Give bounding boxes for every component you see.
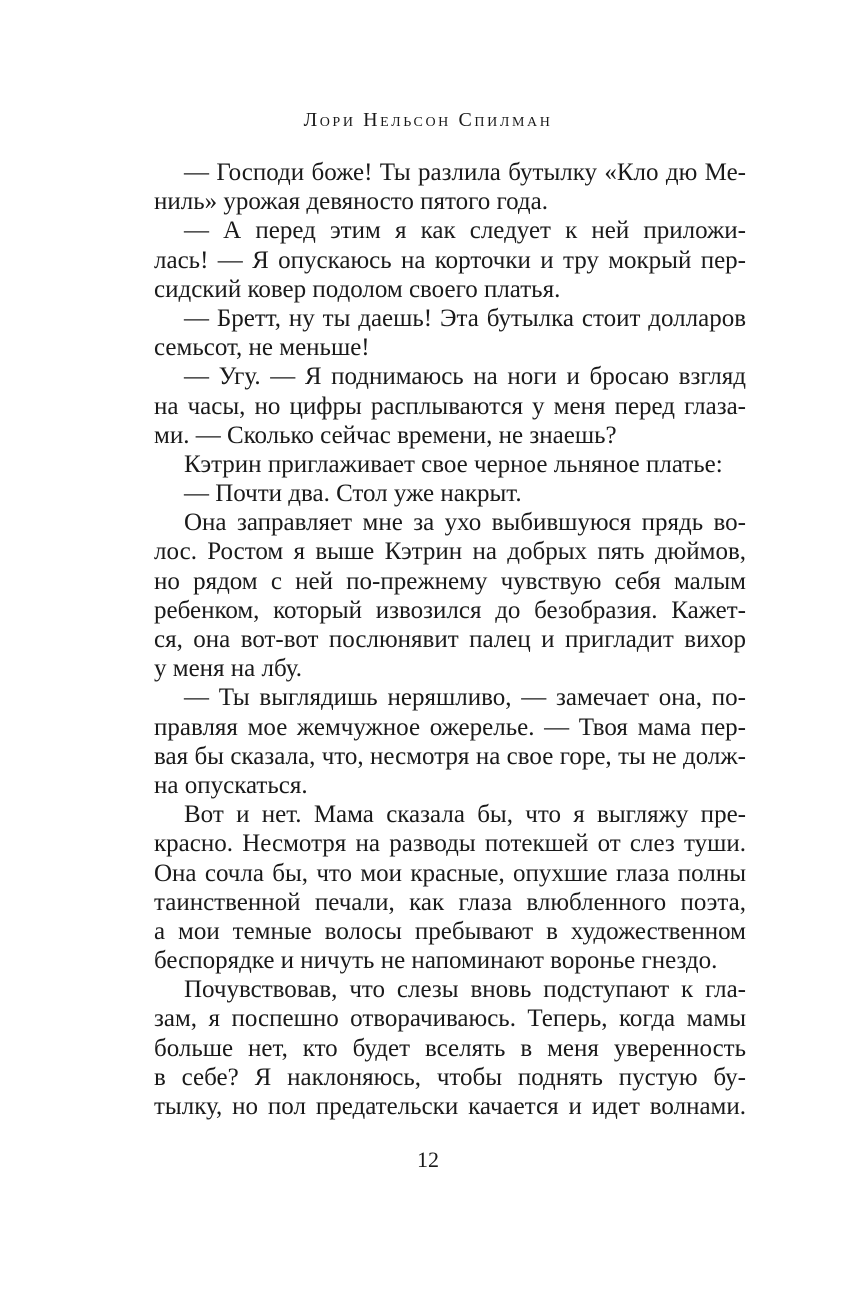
text-line: Она заправляет мне за ухо выбившуюся прядь во- [184,509,746,537]
text-line: вая бы сказала, что, несмотря на свое горе, ты не долж- [154,742,746,770]
text-line: тылку, но пол предательски качается и идет волнами. [154,1093,746,1120]
text-line: ребенком, который извозился до безобразия. Кажет- [154,596,746,624]
text-line: семьсот, не меньше! [154,334,370,362]
text-line: беспорядке и ничуть не напоминают воронье гнездо. [154,947,718,975]
text-line: ниль» урожая девяносто пятого года. [154,188,548,216]
text-line: Вот и нет. Мама сказала бы, что я выгляжу пре- [184,801,746,829]
text-line: сидский ковер подолом своего платья. [154,275,561,303]
text-line: у меня на лбу. [154,655,303,683]
text-line: — Ты выглядишь неряшливо, — замечает она, по- [184,684,746,712]
text-line: больше нет, кто будет вселять в меня уверенность [154,1034,746,1062]
text-line: Кэтрин приглаживает свое черное льняное платье: [184,450,723,478]
text-line: лос. Ростом я выше Кэтрин на добрых пять дюймов, [154,538,746,566]
text-line: в себе? Я наклоняюсь, чтобы поднять пустую бу- [154,1063,746,1091]
text-line: Почувствовав, что слезы вновь подступают к гла- [184,976,746,1004]
page-number: 12 [417,1147,439,1172]
text-line: правляя мое жемчужное ожерелье. — Твоя мама пер- [154,713,746,741]
text-line: ся, она вот-вот послюнявит палец и пригладит вихор [154,626,746,653]
text-line: лась! — Я опускаюсь на корточки и тру мокрый пер- [154,246,746,274]
text-line: таинственной печали, как глаза влюбленного поэта, [154,888,746,916]
running-head: Лори Нельсон Спилман [303,109,553,131]
body-text [154,158,746,1121]
text-line: красно. Несмотря на разводы потекшей от слез туши. [154,830,746,858]
text-line: ми. — Сколько сейчас времени, не знаешь? [154,421,617,449]
text-line: — Почти два. Стол уже накрыт. [184,480,522,508]
text-line: — Господи боже! Ты разлила бутылку «Кло дю Ме- [184,159,746,186]
text-line: но рядом с ней по-прежнему чувствую себя малым [154,567,746,595]
text-line: на часы, но цифры расплываются у меня перед глаза- [154,392,746,420]
text-line: — А перед этим я как следует к ней приложи- [184,217,746,245]
text-line: зам, я поспешно отворачиваюсь. Теперь, когда мамы [154,1005,746,1033]
text-line: а мои темные волосы пребывают в художественном [154,917,746,945]
text-line: Она сочла бы, что мои красные, опухшие глаза полны [154,859,746,887]
text-line: — Бретт, ну ты даешь! Эта бутылка стоит долларов [184,304,746,332]
text-line: на опускаться. [154,771,308,799]
text-line: — Угу. — Я поднимаюсь на ноги и бросаю взгляд [184,363,746,391]
